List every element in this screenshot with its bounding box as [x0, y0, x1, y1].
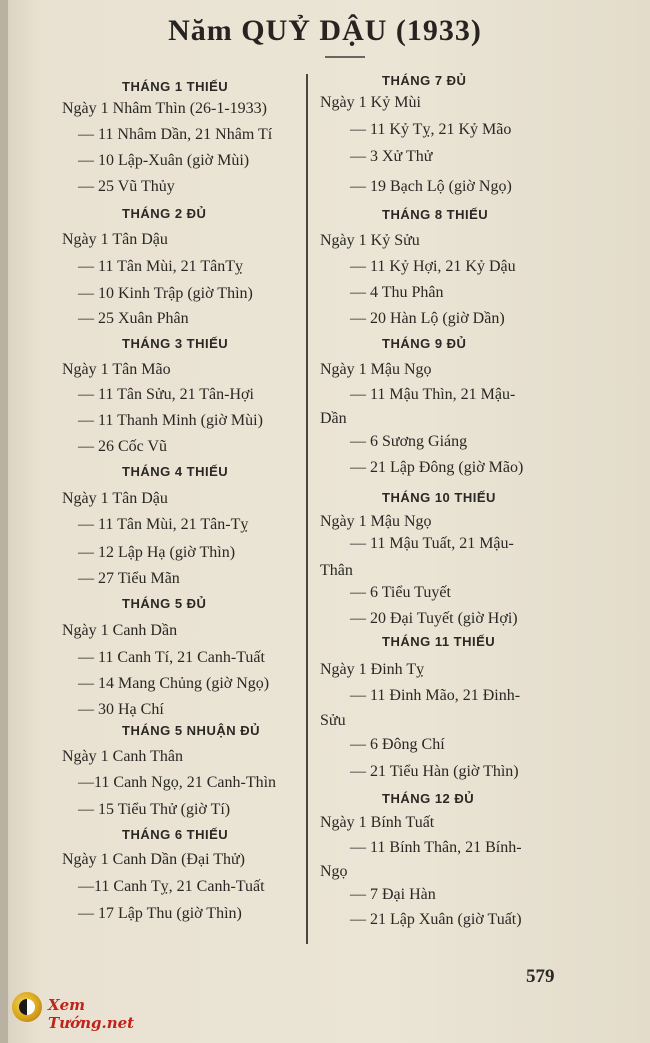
sub-entry: — 6 Tiểu Tuyết: [350, 584, 451, 601]
sub-entry: — 25 Xuân Phân: [78, 310, 189, 327]
month-heading: THÁNG 10 THIẾU: [382, 490, 496, 505]
day-entry: Ngày 1 Kỷ Sửu: [320, 232, 420, 249]
entry-continuation: Ngọ: [320, 863, 348, 880]
sub-entry: — 11 Mậu Thìn, 21 Mậu-: [350, 386, 516, 403]
page-title: Năm QUỶ DẬU (1933): [168, 14, 482, 47]
month-heading: THÁNG 5 NHUẬN ĐỦ: [122, 723, 260, 738]
entry-continuation: Sửu: [320, 712, 346, 729]
day-entry: Ngày 1 Nhâm Thìn (26-1-1933): [62, 100, 267, 117]
sub-entry: — 10 Lập-Xuân (giờ Mùi): [78, 152, 250, 169]
sub-entry: — 25 Vũ Thủy: [78, 178, 175, 195]
yin-yang-icon: [12, 992, 42, 1022]
month-heading: THÁNG 11 THIẾU: [382, 634, 496, 649]
sub-entry: — 11 Thanh Minh (giờ Mùi): [78, 412, 263, 429]
sub-entry: — 19 Bạch Lộ (giờ Ngọ): [350, 178, 512, 195]
sub-entry: — 11 Đinh Mão, 21 Đinh-: [350, 687, 521, 704]
day-entry: Ngày 1 Đinh Tỵ: [320, 661, 425, 678]
watermark-text: Xem Tướng.net: [48, 996, 135, 1032]
sub-entry: — 11 Mậu Tuất, 21 Mậu-: [350, 535, 514, 552]
sub-entry: — 6 Đông Chí: [350, 736, 445, 753]
sub-entry: — 17 Lập Thu (giờ Thìn): [78, 905, 242, 922]
page-binding-edge: [0, 0, 8, 1043]
sub-entry: — 4 Thu Phân: [350, 284, 444, 301]
day-entry: Ngày 1 Canh Thân: [62, 748, 184, 765]
entry-continuation: Dần: [320, 410, 347, 427]
sub-entry: — 11 Tân Mùi, 21 Tân-Tỵ: [78, 516, 249, 533]
sub-entry: — 11 Tân Sửu, 21 Tân-Hợi: [78, 386, 254, 403]
day-entry: Ngày 1 Kỷ Mùi: [320, 94, 421, 111]
month-heading: THÁNG 6 THIẾU: [122, 827, 229, 842]
page-number: 579: [526, 966, 555, 987]
month-heading: THÁNG 12 ĐỦ: [382, 791, 475, 806]
month-heading: THÁNG 2 ĐỦ: [122, 206, 207, 221]
sub-entry: — 7 Đại Hàn: [350, 886, 436, 903]
month-heading: THÁNG 8 THIẾU: [382, 207, 489, 222]
month-heading: THÁNG 7 ĐỦ: [382, 73, 467, 88]
sub-entry: — 6 Sương Giáng: [350, 433, 468, 450]
day-entry: Ngày 1 Mậu Ngọ: [320, 513, 432, 530]
month-heading: THÁNG 4 THIẾU: [122, 464, 229, 479]
month-heading: THÁNG 3 THIẾU: [122, 336, 229, 351]
sub-entry: — 20 Đại Tuyết (giờ Hợi): [350, 610, 518, 627]
column-divider: [306, 74, 308, 944]
sub-entry: —11 Canh Ngọ, 21 Canh-Thìn: [78, 774, 277, 791]
day-entry: Ngày 1 Tân Dậu: [62, 231, 168, 248]
entry-continuation: Thân: [320, 562, 353, 579]
sub-entry: — 21 Lập Xuân (giờ Tuất): [350, 911, 522, 928]
day-entry: Ngày 1 Canh Dần: [62, 622, 178, 639]
sub-entry: — 10 Kinh Trập (giờ Thìn): [78, 285, 253, 302]
month-heading: THÁNG 9 ĐỦ: [382, 336, 467, 351]
sub-entry: — 21 Lập Đông (giờ Mão): [350, 459, 524, 476]
sub-entry: — 27 Tiểu Mãn: [78, 570, 180, 587]
month-heading: THÁNG 1 THIẾU: [122, 79, 229, 94]
sub-entry: — 15 Tiểu Thử (giờ Tí): [78, 801, 231, 818]
title-underline: [325, 56, 365, 58]
sub-entry: — 11 Canh Tí, 21 Canh-Tuất: [78, 649, 265, 666]
sub-entry: — 20 Hàn Lộ (giờ Dần): [350, 310, 505, 327]
month-heading: THÁNG 5 ĐỦ: [122, 596, 207, 611]
sub-entry: — 11 Nhâm Dần, 21 Nhâm Tí: [78, 126, 273, 143]
sub-entry: — 11 Bính Thân, 21 Bính-: [350, 839, 522, 856]
sub-entry: — 30 Hạ Chí: [78, 701, 164, 718]
day-entry: Ngày 1 Mậu Ngọ: [320, 361, 432, 378]
day-entry: Ngày 1 Canh Dần (Đại Thử): [62, 851, 245, 868]
sub-entry: — 11 Tân Mùi, 21 TânTỵ: [78, 258, 244, 275]
day-entry: Ngày 1 Bính Tuất: [320, 814, 435, 831]
sub-entry: — 26 Cốc Vũ: [78, 438, 168, 455]
sub-entry: —11 Canh Tỵ, 21 Canh-Tuất: [78, 878, 265, 895]
sub-entry: — 11 Kỷ Hợi, 21 Kỷ Dậu: [350, 258, 516, 275]
day-entry: Ngày 1 Tân Dậu: [62, 490, 168, 507]
watermark: [12, 990, 172, 1032]
sub-entry: — 12 Lập Hạ (giờ Thìn): [78, 544, 236, 561]
day-entry: Ngày 1 Tân Mão: [62, 361, 171, 378]
sub-entry: — 21 Tiểu Hàn (giờ Thìn): [350, 763, 519, 780]
sub-entry: — 3 Xử Thử: [350, 148, 433, 165]
sub-entry: — 11 Kỷ Tỵ, 21 Kỷ Mão: [350, 121, 512, 138]
sub-entry: — 14 Mang Chủng (giờ Ngọ): [78, 675, 270, 692]
